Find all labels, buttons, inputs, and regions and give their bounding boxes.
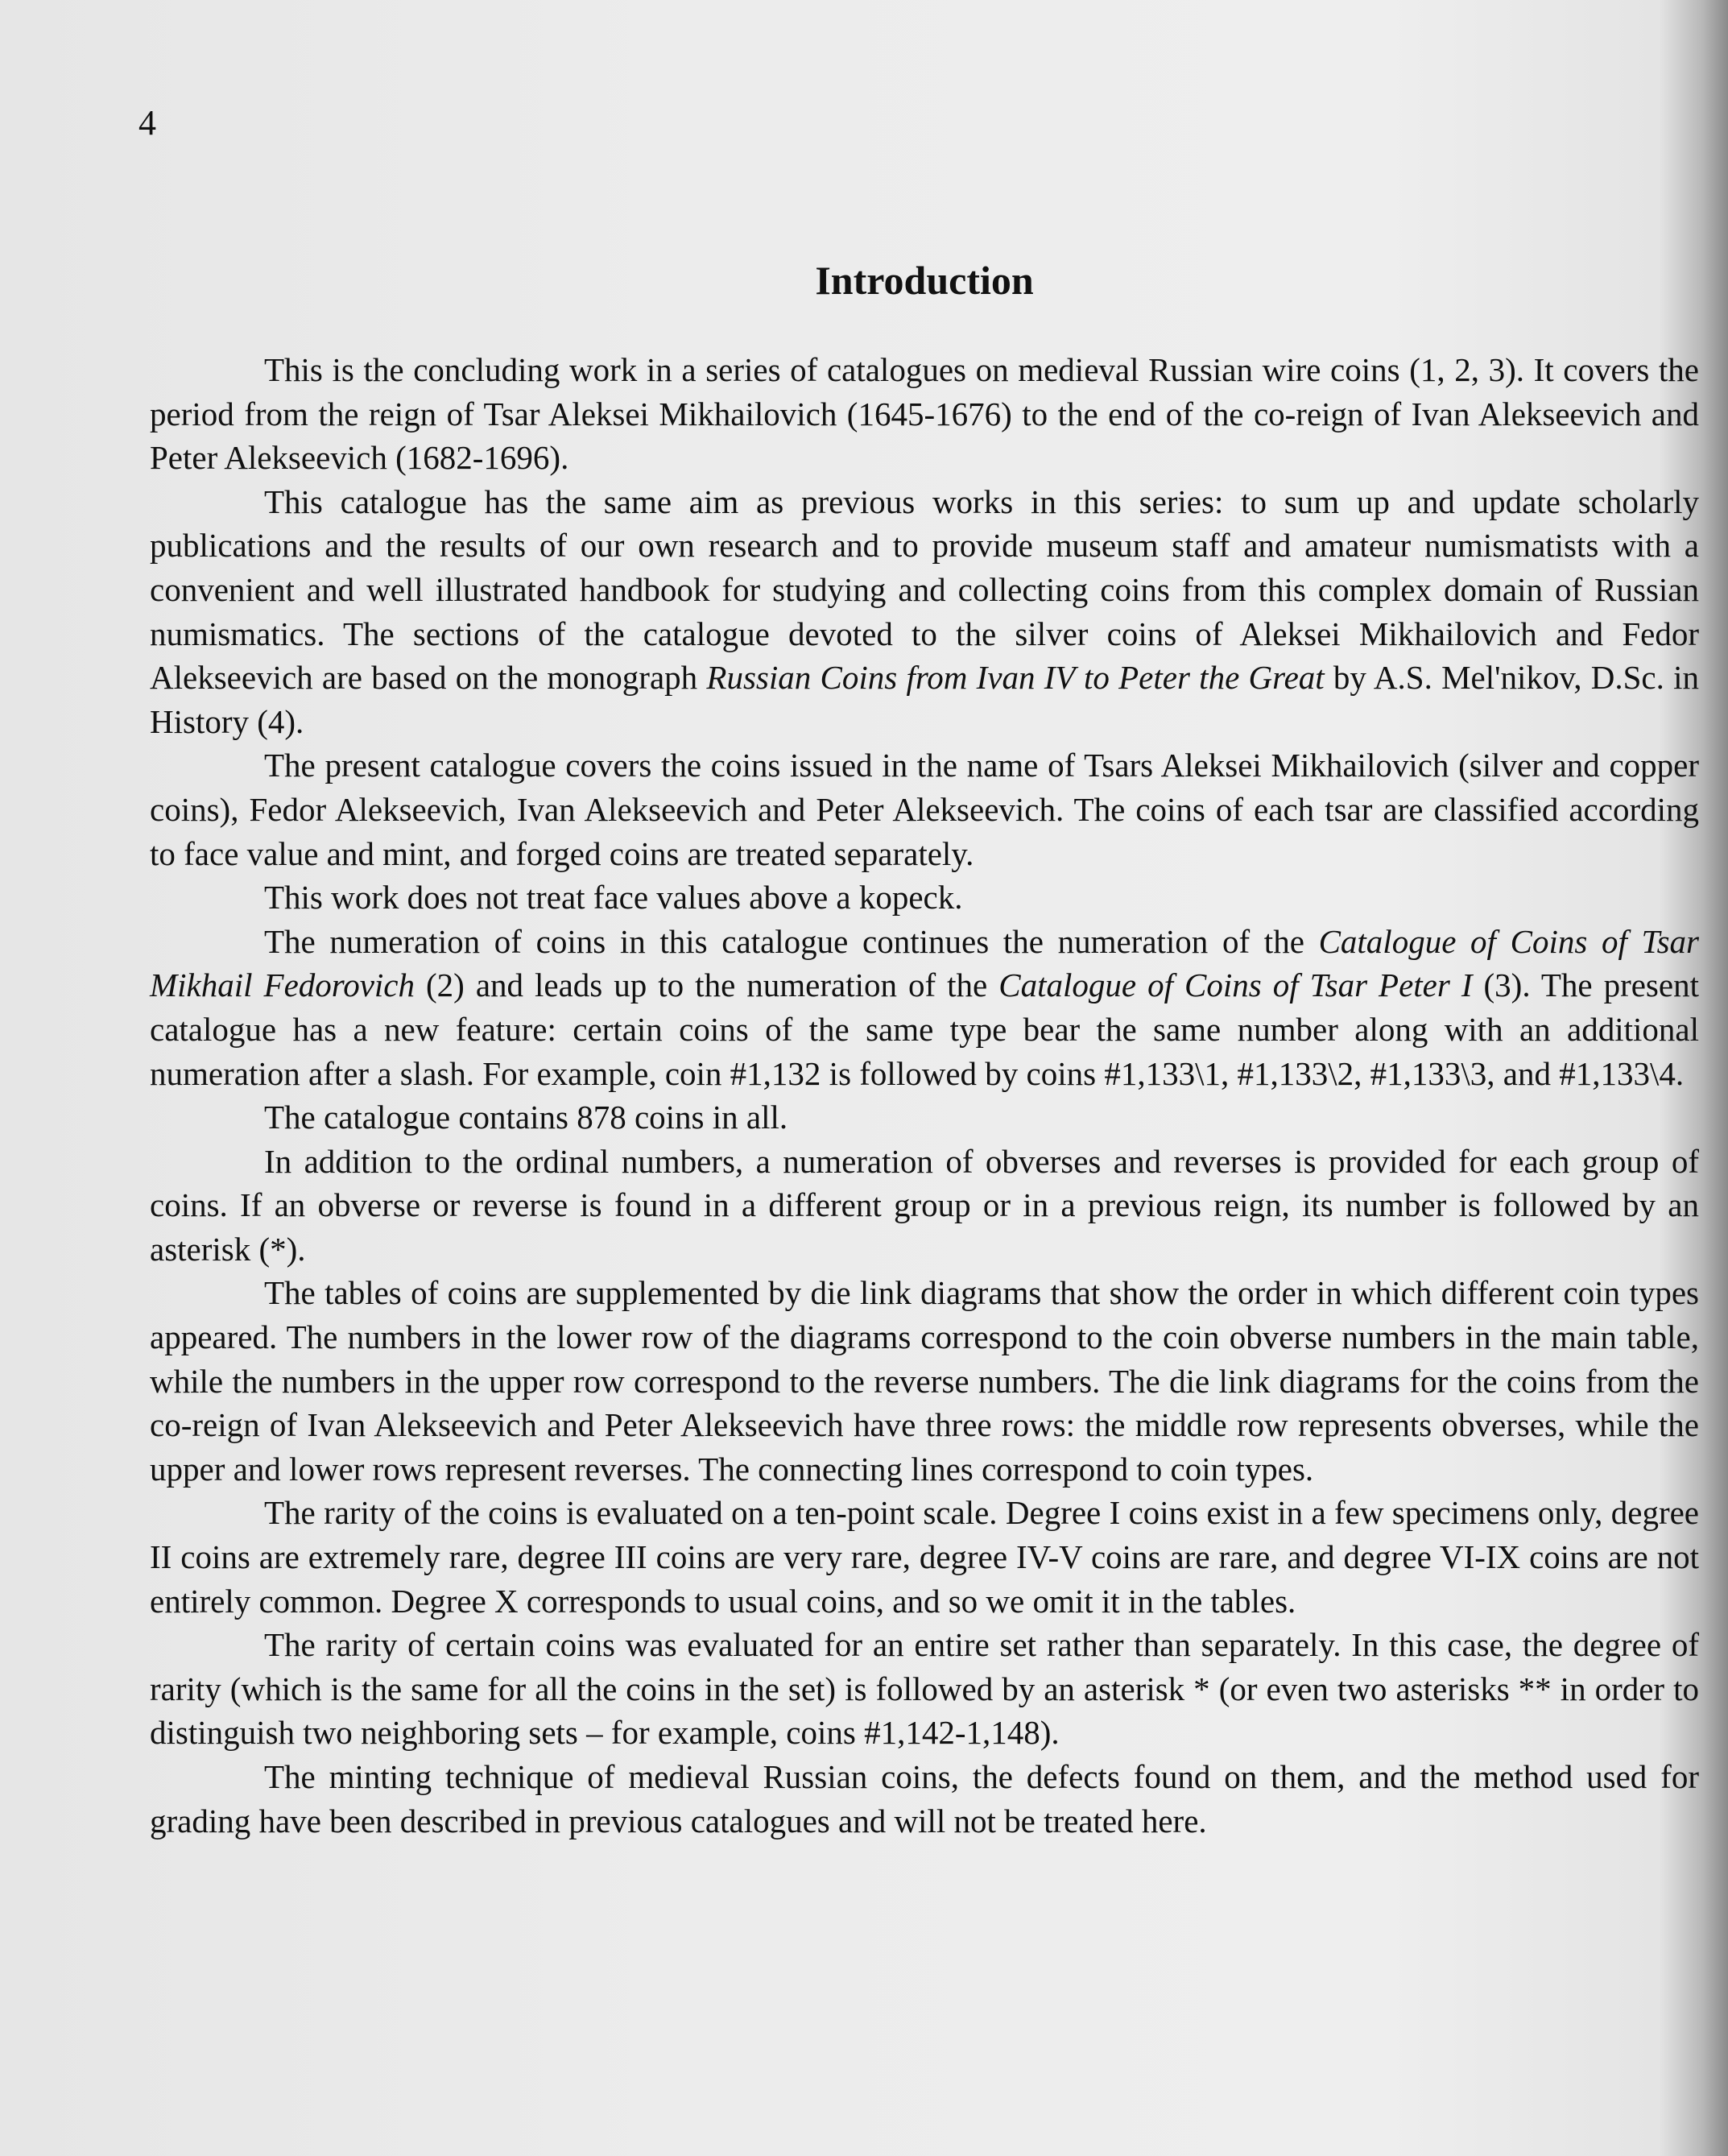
paragraph: [150, 743, 1699, 875]
paragraph: [150, 920, 1699, 1095]
book-title: Russian Coins from Ivan IV to Peter the Great: [706, 659, 1325, 697]
text-run: This work does not treat face values above a kopeck.: [264, 879, 963, 917]
body-text: [150, 348, 1699, 1843]
text-run: The minting technique of medieval Russian coins, the defects found on them, and the method used for grading have been described in previous catalogues and will not be treated here.: [150, 1758, 1699, 1839]
paragraph: [150, 1755, 1699, 1843]
page-number: 4: [138, 103, 156, 143]
paragraph: [150, 1491, 1699, 1623]
text-run: The rarity of certain coins was evaluated for an entire set rather than separately. In this case, the degree of rarity (which is the same for all the coins in the set) is followed by an asterisk * (or even two asterisks ** in order to distinguish two neighboring sets – for example, coins #1,142-1,148).: [150, 1626, 1699, 1752]
paragraph: [150, 1623, 1699, 1755]
page-title: [0, 256, 1728, 304]
paragraph: [150, 1271, 1699, 1491]
text-run: This is the concluding work in a series of catalogues on medieval Russian wire coins (1, 2, 3). It covers the period from the reign of Tsar Aleksei Mikhailovich (1645-1676) to the end of the co-reign of Ivan Alekseevich and Peter Alekseevich (1682-1696).: [150, 351, 1699, 477]
text-run: The rarity of the coins is evaluated on a ten-point scale. Degree I coins exist in a few specimens only, degree II coins are extremely rare, degree III coins are very rare, degree IV-V coins are rare, and degree VI-IX coins are not entirely common. Degree X corresponds to usual coins, and so we omit it in the tables.: [150, 1494, 1699, 1620]
book-title: Catalogue of Coins of Tsar Peter I: [998, 966, 1473, 1004]
book-title: Catalogue of Coins of Tsar Mikhail Fedorovich: [150, 922, 1699, 1004]
text-run: The catalogue contains 878 coins in all.: [264, 1099, 788, 1136]
text-run: (3). The present catalogue has a new feature: certain coins of the same type bear the same number along with an additional numeration after a slash. For example, coin #1,132 is followed by coins #1,133\1, #1,133\2, #1,133\3, and #1,133\4.: [150, 966, 1699, 1092]
text-run: by A.S. Mel'nikov, D.Sc. in History (4).: [150, 659, 1699, 740]
text-run: This catalogue has the same aim as previous works in this series: to sum up and update scholarly publications and the results of our own research and to provide museum staff and amateur numismatists with a convenient and well illustrated handbook for studying and collecting coins from this complex domain of Russian numismatics. The sections of the catalogue devoted to the silver coins of Aleksei Mikhailovich and Fedor Alekseevich are based on the monograph: [150, 482, 1699, 697]
paragraph: [150, 348, 1699, 480]
paragraph: [150, 1095, 1699, 1140]
text-run: In addition to the ordinal numbers, a numeration of obverses and reverses is provided for each group of coins. If an obverse or reverse is found in a different group or in a previous reign, its number is followed by an asterisk (*).: [150, 1142, 1699, 1268]
page-title-text: Introduction: [815, 258, 1034, 303]
paragraph: [150, 1140, 1699, 1272]
text-run: The present catalogue covers the coins issued in the name of Tsars Aleksei Mikhailovich (silver and copper coins), Fedor Alekseevich, Ivan Alekseevich and Peter Alekseevich. The coins of each tsar are classified according to face value and mint, and forged coins are treated separately.: [150, 747, 1699, 872]
text-run: The numeration of coins in this catalogue continues the numeration of the: [264, 922, 1319, 960]
paragraph: [150, 875, 1699, 920]
text-run: The tables of coins are supplemented by die link diagrams that show the order in which different coin types appeared. The numbers in the lower row of the diagrams correspond to the coin obverse numbers in the main table, while the numbers in the upper row correspond to the reverse numbers. The die link diagrams for the coins from the co-reign of Ivan Alekseevich and Peter Alekseevich have three rows: the middle row represents obverses, while the upper and lower rows represent reverses. The connecting lines correspond to coin types.: [150, 1274, 1699, 1488]
paragraph: [150, 480, 1699, 744]
text-run: (2) and leads up to the numeration of the: [415, 966, 999, 1004]
